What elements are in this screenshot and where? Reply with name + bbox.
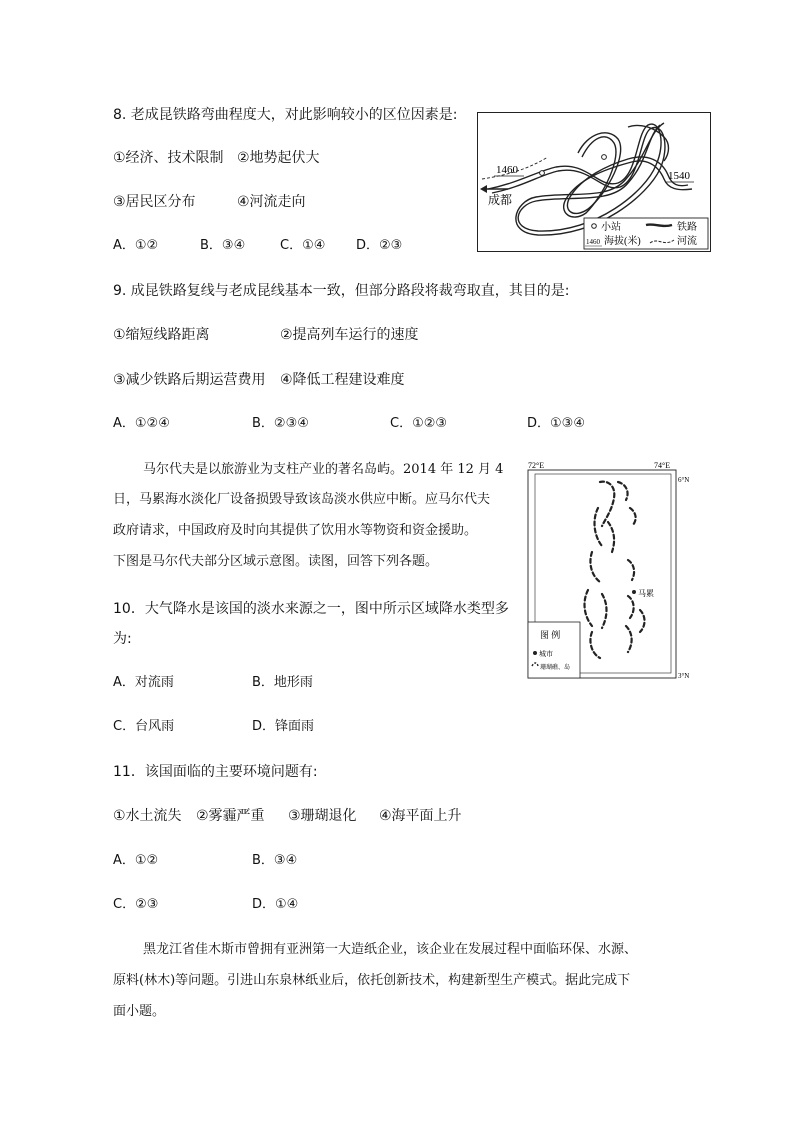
q9-option-b: B．②③④ <box>252 416 309 431</box>
male-city-dot <box>632 590 636 594</box>
maldives-map <box>522 460 692 682</box>
q8-item-4: ④河流走向 <box>237 194 306 210</box>
q9-item-4: ④降低工程建设难度 <box>280 372 405 388</box>
passage2-line-1: 黑龙江省佳木斯市曾拥有亚洲第一大造纸企业，该企业在发展过程中面临环保、水源、 <box>143 942 638 957</box>
q8-item-1: ①经济、技术限制 <box>113 150 224 166</box>
q8-option-a: A．①② <box>113 238 159 253</box>
passage1-line-4: 下图是马尔代夫部分区域示意图。读图，回答下列各题。 <box>113 554 439 569</box>
passage2-line-2: 原料(林木)等问题。引进山东泉林纸业后，依托创新技术，构建新型生产模式。据此完成下 <box>113 973 631 988</box>
railway-map-drawing <box>478 113 710 251</box>
q11-option-b: B．③④ <box>252 853 298 868</box>
railway-legend-icon <box>646 225 672 226</box>
q8-option-c: C．①④ <box>280 238 326 253</box>
q9-option-d: D．①③④ <box>527 416 585 431</box>
q9-item-1: ①缩短线路距离 <box>113 327 210 343</box>
elevation-label-left: 1460 <box>496 164 518 176</box>
latitude-label-3n: 3°N <box>678 672 690 680</box>
q11-option-c: C．②③ <box>113 897 159 912</box>
longitude-label-72: 72°E <box>528 461 545 470</box>
q8-item-3: ③居民区分布 <box>113 194 196 210</box>
q10-option-c: C．台风雨 <box>113 719 175 734</box>
legend-railway-label: 铁路 <box>677 222 697 233</box>
q11-item-2: ②雾霾严重 <box>196 808 265 824</box>
maldives-legend-atoll: 珊瑚礁、岛 <box>540 665 571 671</box>
q8-item-2: ②地势起伏大 <box>237 150 320 166</box>
q9-option-c: C．①②③ <box>390 416 448 431</box>
passage1-line-2: 日，马累海水淡化厂设备损毁导致该岛淡水供应中断。应马尔代夫 <box>113 492 491 507</box>
maldives-map-drawing <box>522 460 692 682</box>
q10-stem-line-2: 为: <box>113 631 132 647</box>
city-legend-icon <box>533 651 537 655</box>
maldives-legend-city: 城市 <box>539 650 553 658</box>
q9-stem: 9. 成昆铁路复线与老成昆线基本一致，但部分路段将裁弯取直，其目的是: <box>113 283 570 299</box>
legend-river-label: 河流 <box>677 236 697 247</box>
q11-item-1: ①水土流失 <box>113 808 182 824</box>
elevation-label-right: 1540 <box>668 170 690 182</box>
station-legend-icon <box>592 224 597 229</box>
longitude-label-74: 74°E <box>654 461 671 470</box>
q11-stem: 11．该国面临的主要环境问题有: <box>113 764 318 780</box>
q9-item-2: ②提高列车运行的速度 <box>280 327 419 343</box>
q10-stem-line-1: 10．大气降水是该国的淡水来源之一，图中所示区域降水类型多 <box>113 601 509 617</box>
q11-option-d: D．①④ <box>252 897 299 912</box>
q10-option-d: D．锋面雨 <box>252 719 315 734</box>
latitude-label-6n: 6°N <box>678 476 690 484</box>
q8-stem: 8. 老成昆铁路弯曲程度大，对此影响较小的区位因素是: <box>113 107 458 123</box>
q8-option-b: B．③④ <box>200 238 246 253</box>
legend-elevation-value: 1460 <box>586 238 600 246</box>
q11-item-3: ③珊瑚退化 <box>288 808 357 824</box>
passage2-line-3: 面小题。 <box>113 1004 166 1019</box>
passage1-line-1: 马尔代夫是以旅游业为支柱产业的著名岛屿。2014 年 12 月 4 <box>143 462 504 477</box>
q10-option-a: A．对流雨 <box>113 675 174 690</box>
legend-elevation-label: 海拔(米) <box>604 236 641 247</box>
q8-option-d: D．②③ <box>356 238 403 253</box>
maldives-legend-title: 图 例 <box>540 630 561 640</box>
q11-item-4: ④海平面上升 <box>379 808 462 824</box>
passage1-line-3: 政府请求，中国政府及时向其提供了饮用水等物资和资金援助。 <box>113 523 478 538</box>
legend-station-label: 小站 <box>601 222 621 233</box>
capital-label-male: 马累 <box>638 589 654 598</box>
q9-item-3: ③减少铁路后期运营费用 <box>113 372 266 388</box>
city-label-chengdu: 成都 <box>488 193 513 207</box>
railway-map <box>477 112 711 252</box>
q9-option-a: A．①②④ <box>113 416 170 431</box>
q10-option-b: B．地形雨 <box>252 675 313 690</box>
q11-option-a: A．①② <box>113 853 159 868</box>
